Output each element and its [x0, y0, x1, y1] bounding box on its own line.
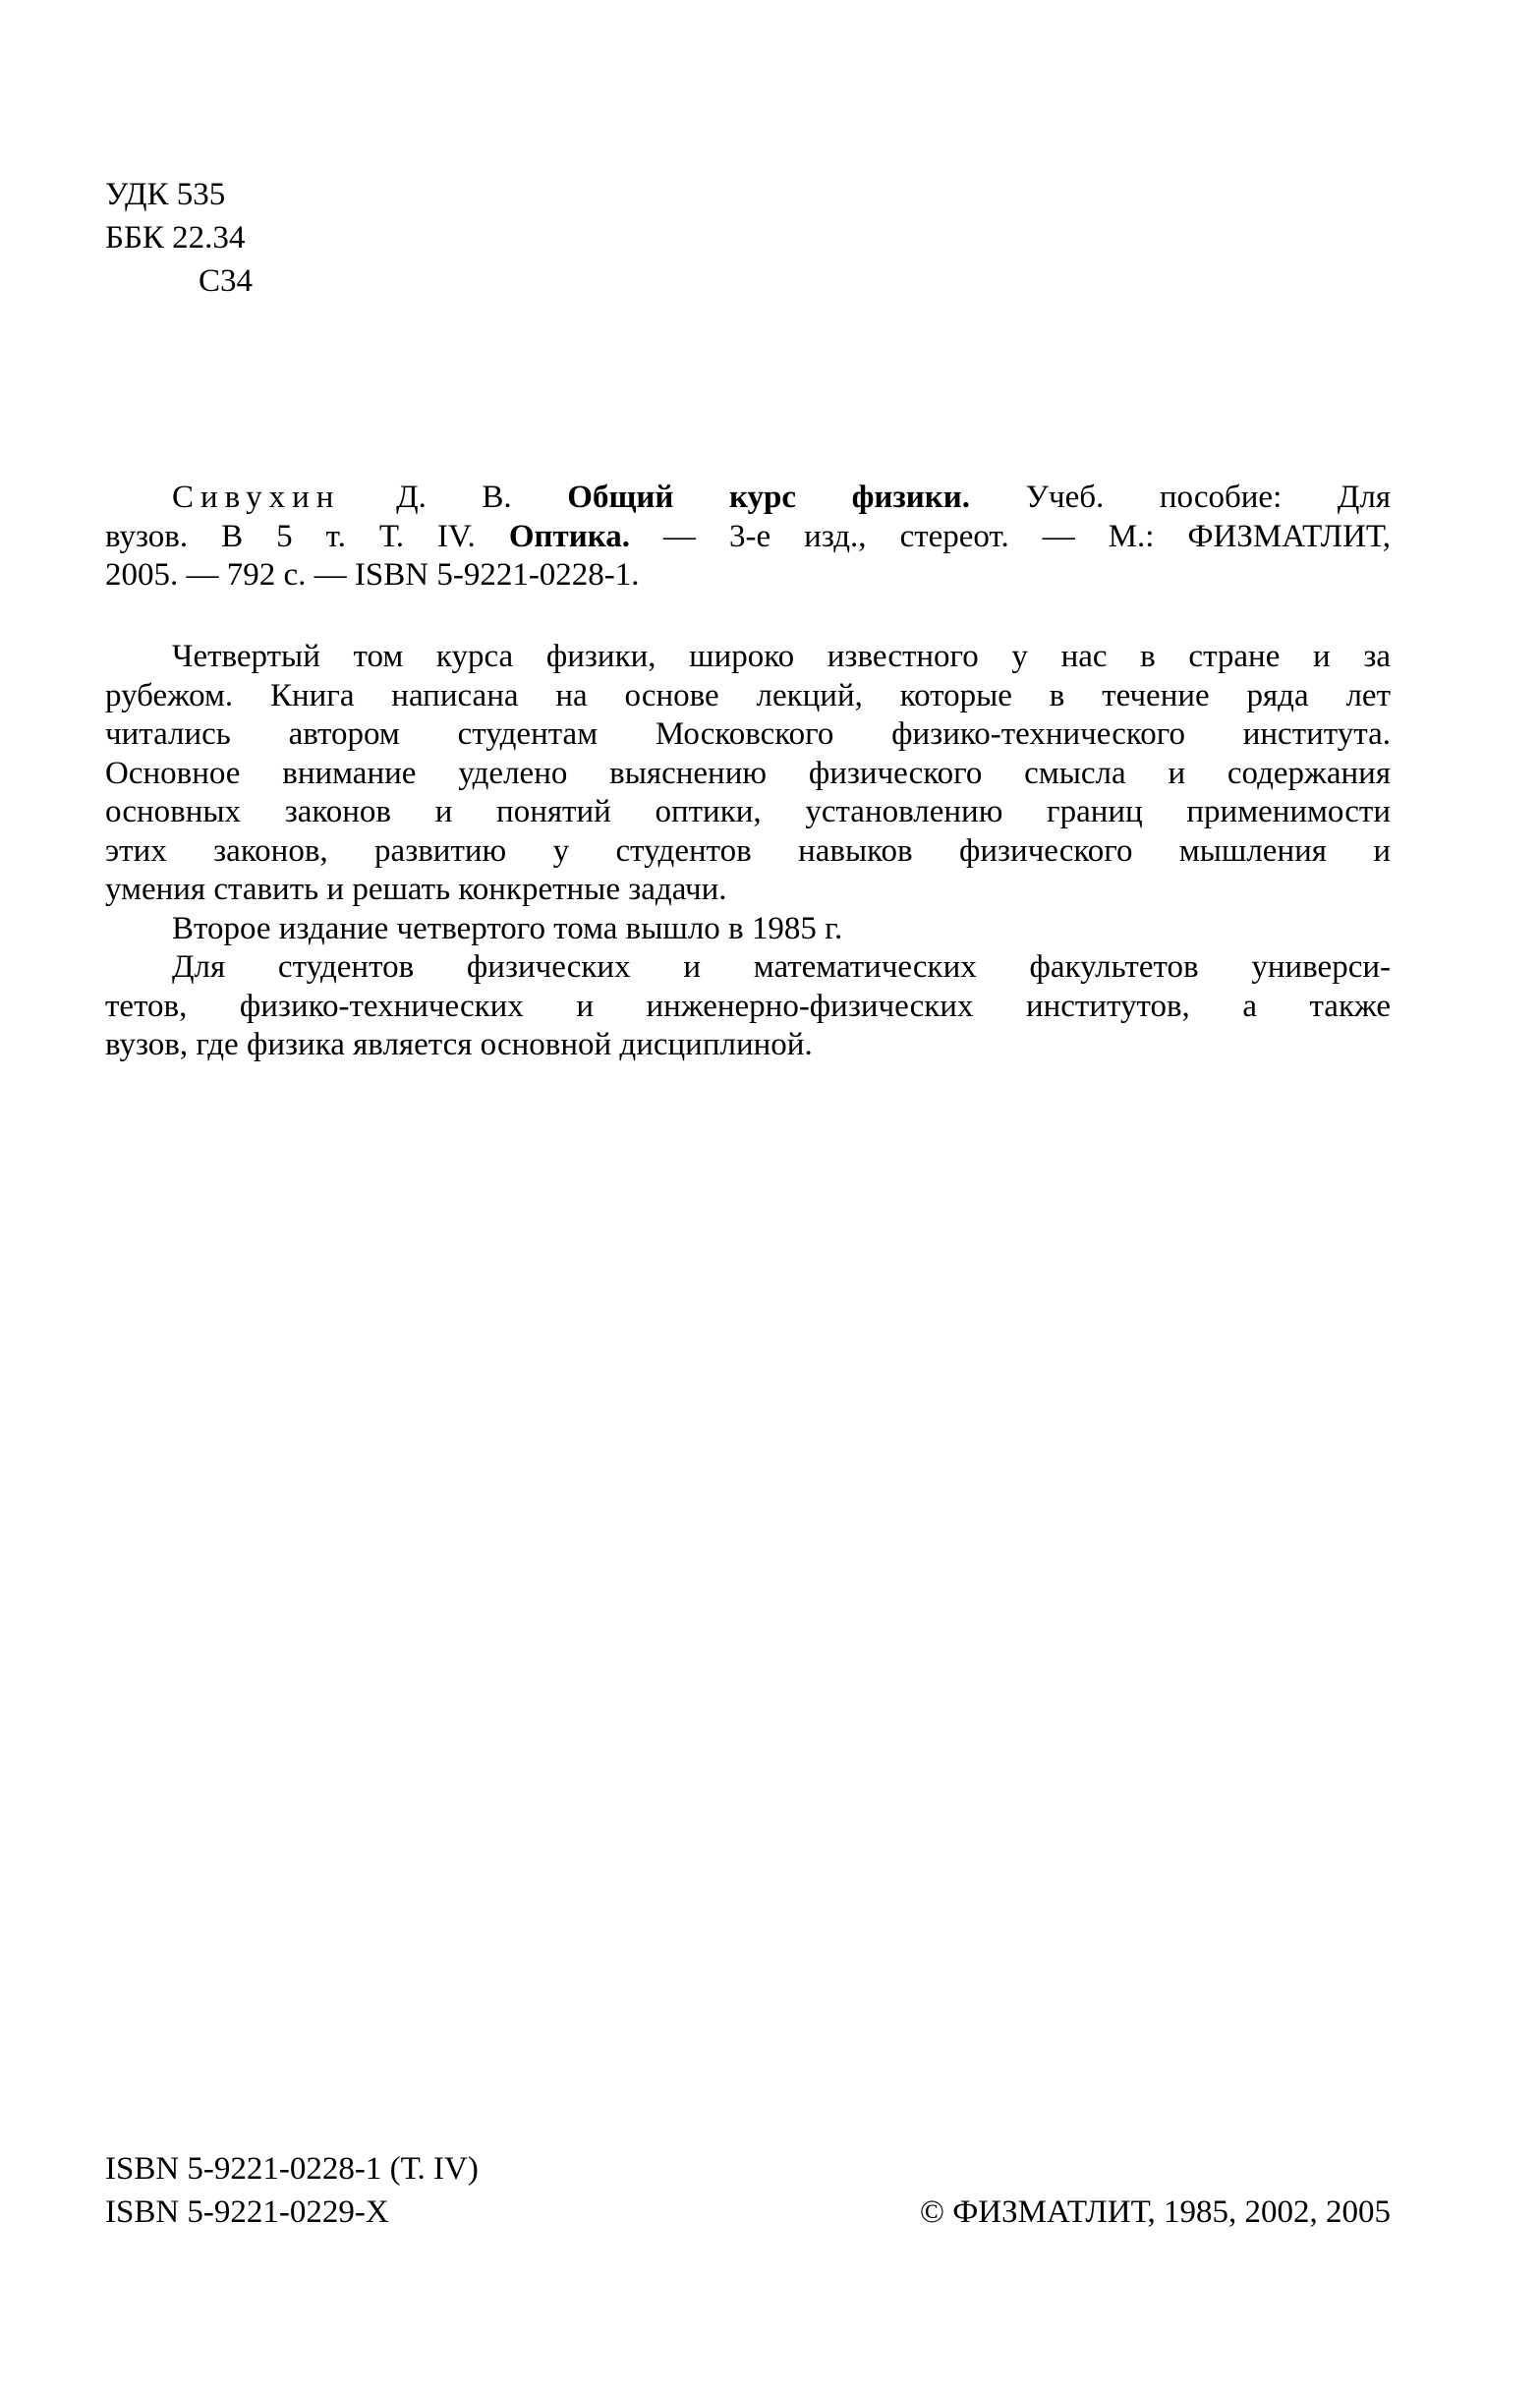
copyright: © ФИЗМАТЛИТ, 1985, 2002, 2005	[919, 2194, 1391, 2230]
citation-volume: вузов. В 5 т. Т. IV.	[105, 518, 476, 554]
citation-initials: Д. В.	[396, 480, 512, 515]
abstract-line: Четвертый том курса физики, широко известного у нас в стране и за	[172, 639, 1391, 674]
citation-line-3: 2005. — 792 с. — ISBN 5-9221-0228-1.	[105, 557, 640, 593]
isbn-set: ISBN 5-9221-0229-X	[105, 2194, 389, 2230]
abstract	[105, 638, 1391, 1065]
udk-code: УДК 535	[105, 177, 226, 212]
citation-title: Общий курс физики.	[567, 480, 970, 515]
abstract-edition-note: Второе издание четвертого тома вышло в 1985 г.	[172, 910, 843, 946]
citation-publisher: — 3-е изд., стереот. — М.: ФИЗМАТЛИТ,	[663, 518, 1392, 554]
citation-author: Сивухин	[172, 480, 341, 515]
abstract-line: читались автором студентам Московского физико-технического института.	[105, 716, 1391, 752]
citation-line1-rest: Учеб. пособие: Для	[1025, 480, 1392, 515]
isbn-set-row	[105, 2191, 1391, 2234]
abstract-line: умения ставить и решать конкретные задачи.	[105, 872, 727, 907]
abstract-line: Основное внимание уделено выяснению физического смысла и содержания	[105, 755, 1391, 791]
abstract-line: основных законов и понятий оптики, установлению границ применимости	[105, 794, 1391, 829]
citation-line-2	[105, 518, 1391, 557]
abstract-line: рубежом. Книга написана на основе лекций, которые в течение ряда лет	[105, 677, 1391, 713]
bibliographic-citation	[105, 479, 1391, 596]
isbn-volume: ISBN 5-9221-0228-1 (Т. IV)	[105, 2151, 479, 2187]
classification-codes	[105, 173, 1391, 303]
abstract-audience-line: тетов, физико-технических и инженерно-физических институтов, а также	[105, 988, 1391, 1024]
abstract-audience-line: Для студентов физических и математических факультетов универси-	[172, 949, 1391, 985]
bbk-code: ББК 22.34	[105, 220, 246, 256]
footer	[105, 2147, 1391, 2234]
abstract-line: этих законов, развитию у студентов навыков физического мышления и	[105, 832, 1391, 869]
abstract-audience-line: вузов, где физика является основной дисциплиной.	[105, 1027, 813, 1062]
citation-volume-title: Оптика.	[508, 518, 630, 554]
author-sign: С34	[199, 263, 254, 299]
citation-line-1	[105, 479, 1391, 518]
